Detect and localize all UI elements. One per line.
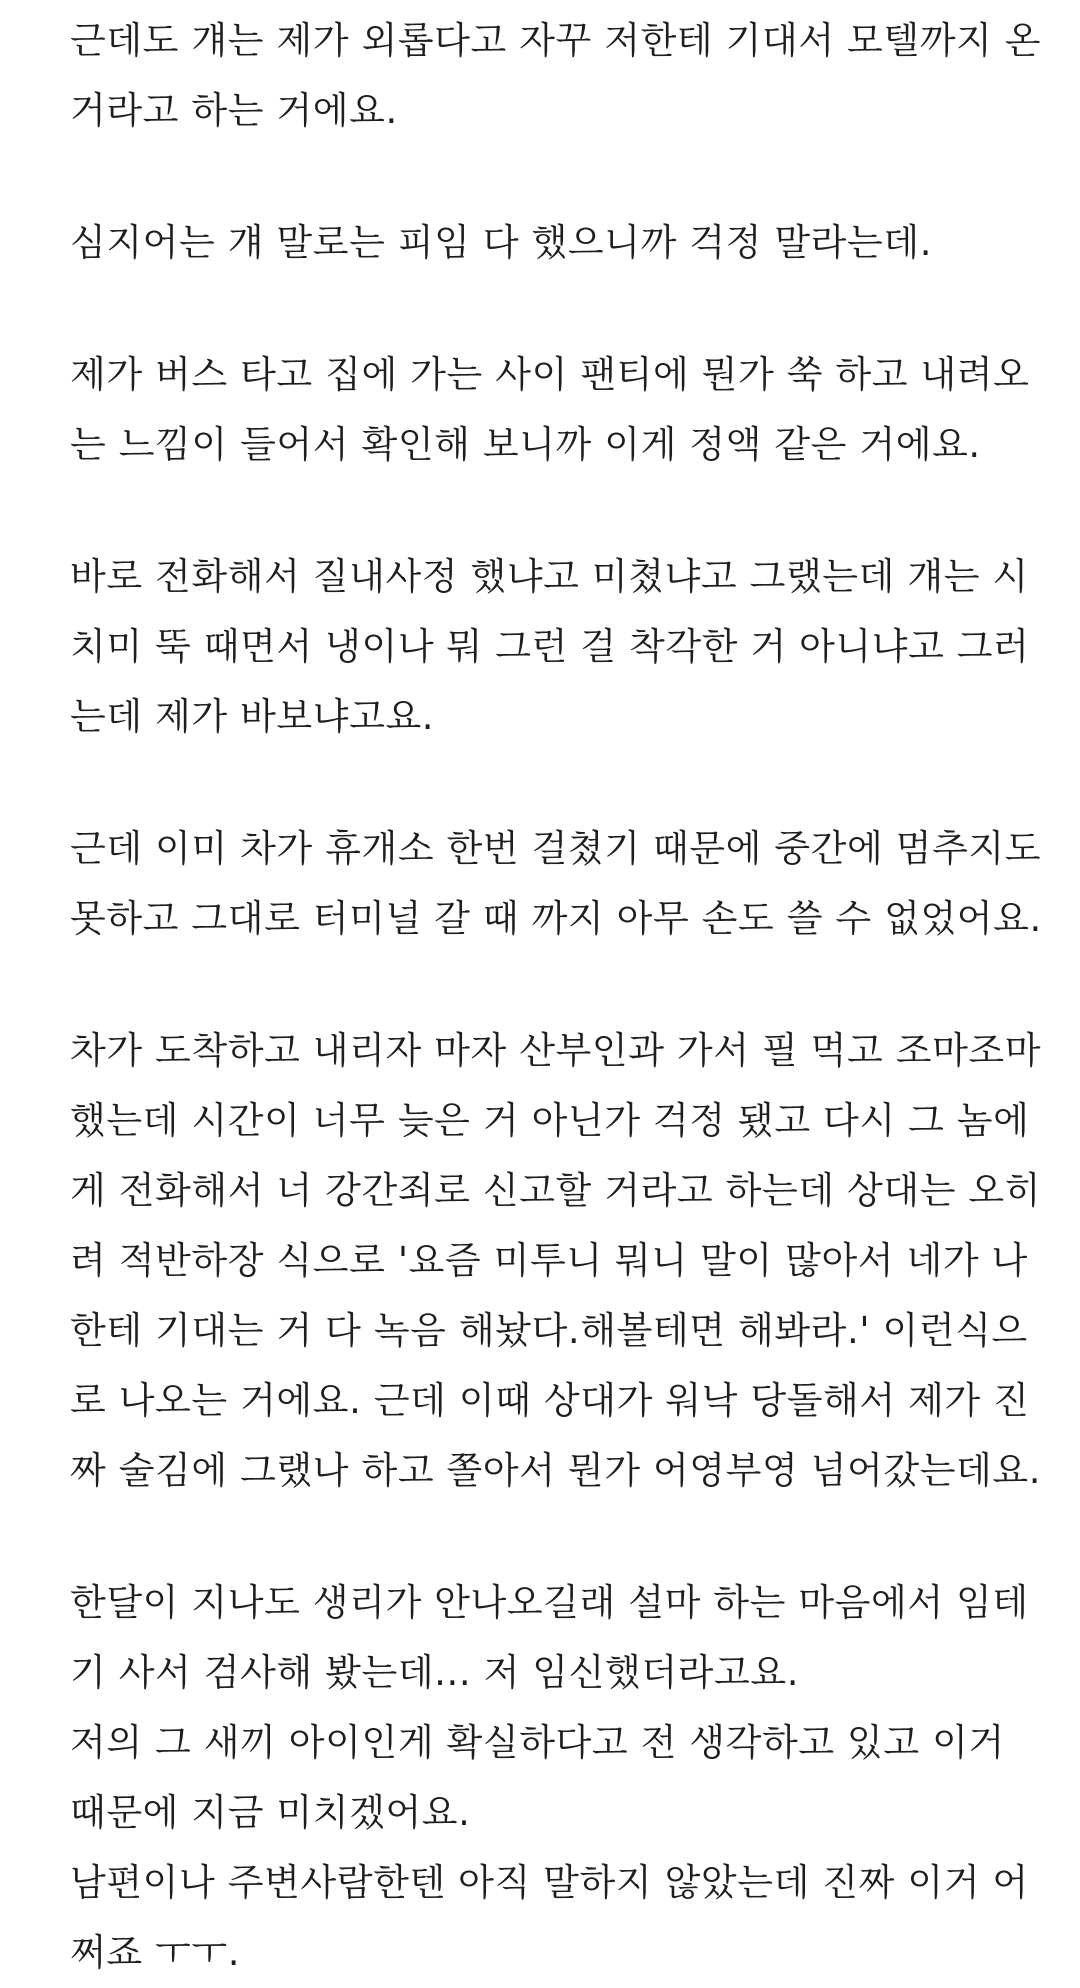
text-line: 기 사서 검사해 봤는데... 저 임신했더라고요. bbox=[70, 1651, 800, 1694]
text-line: 짜 술김에 그랬나 하고 쫄아서 뭔가 어영부영 넘어갔는데요. bbox=[70, 1449, 1042, 1492]
paragraph-gap bbox=[70, 954, 1070, 1016]
text-line: 거라고 하는 거에요. bbox=[70, 89, 398, 132]
text-line: 남편이나 주변사람한텐 아직 말하지 않았는데 진짜 이거 어 bbox=[70, 1861, 1029, 1904]
article-body bbox=[70, 6, 1070, 1988]
text-line: 는 느낌이 들어서 확인해 보니까 이게 정액 같은 거에요. bbox=[70, 423, 981, 466]
text-line: 바로 전화해서 질내사정 했냐고 미쳤냐고 그랬는데 걔는 시 bbox=[70, 555, 1029, 598]
text-line: 려 적반하장 식으로 '요즘 미투니 뭐니 말이 많아서 네가 나 bbox=[70, 1239, 1028, 1282]
text-line: 근데 이미 차가 휴개소 한번 걸쳤기 때문에 중간에 멈추지도 bbox=[70, 827, 1042, 870]
paragraph-gap bbox=[70, 480, 1070, 542]
paragraph bbox=[70, 6, 1070, 146]
paragraph bbox=[70, 814, 1070, 954]
text-line: 차가 도착하고 내리자 마자 산부인과 가서 필 먹고 조마조마 bbox=[70, 1029, 1042, 1072]
text-line: 로 나오는 거에요. 근데 이때 상대가 워낙 당돌해서 제가 진 bbox=[70, 1379, 1030, 1422]
paragraph-gap bbox=[70, 1506, 1070, 1568]
text-line: 게 전화해서 너 강간죄로 신고할 거라고 하는데 상대는 오히 bbox=[70, 1169, 1042, 1212]
text-line: 했는데 시간이 너무 늦은 거 아닌가 걱정 됐고 다시 그 놈에 bbox=[70, 1099, 1030, 1142]
text-line: 쩌죠 ㅜㅜ. bbox=[70, 1931, 241, 1974]
text-line: 심지어는 걔 말로는 피임 다 했으니까 걱정 말라는데. bbox=[70, 221, 933, 264]
paragraph bbox=[70, 340, 1070, 480]
paragraph bbox=[70, 1016, 1070, 1506]
paragraph bbox=[70, 208, 1070, 278]
text-line: 저의 그 새끼 아이인게 확실하다고 전 생각하고 있고 이거 bbox=[70, 1721, 1005, 1764]
text-line: 제가 버스 타고 집에 가는 사이 팬티에 뭔가 쑥 하고 내려오 bbox=[70, 353, 1030, 396]
paragraph-gap bbox=[70, 752, 1070, 814]
paragraph bbox=[70, 1568, 1070, 1988]
paragraph-gap bbox=[70, 146, 1070, 208]
text-line: 한테 기대는 거 다 녹음 해놨다.해볼테면 해봐라.' 이런식으 bbox=[70, 1309, 1028, 1352]
text-line: 치미 뚝 때면서 냉이나 뭐 그런 걸 착각한 거 아니냐고 그러 bbox=[70, 625, 1030, 668]
text-line: 는데 제가 바보냐고요. bbox=[70, 695, 435, 738]
paragraph-gap bbox=[70, 278, 1070, 340]
text-line: 못하고 그대로 터미널 갈 때 까지 아무 손도 쓸 수 없었어요. bbox=[70, 897, 1042, 940]
paragraph bbox=[70, 542, 1070, 752]
text-line: 근데도 걔는 제가 외롭다고 자꾸 저한테 기대서 모텔까지 온 bbox=[70, 19, 1042, 62]
text-line: 때문에 지금 미치겠어요. bbox=[70, 1791, 471, 1834]
text-line: 한달이 지나도 생리가 안나오길래 설마 하는 마음에서 임테 bbox=[70, 1581, 1029, 1624]
